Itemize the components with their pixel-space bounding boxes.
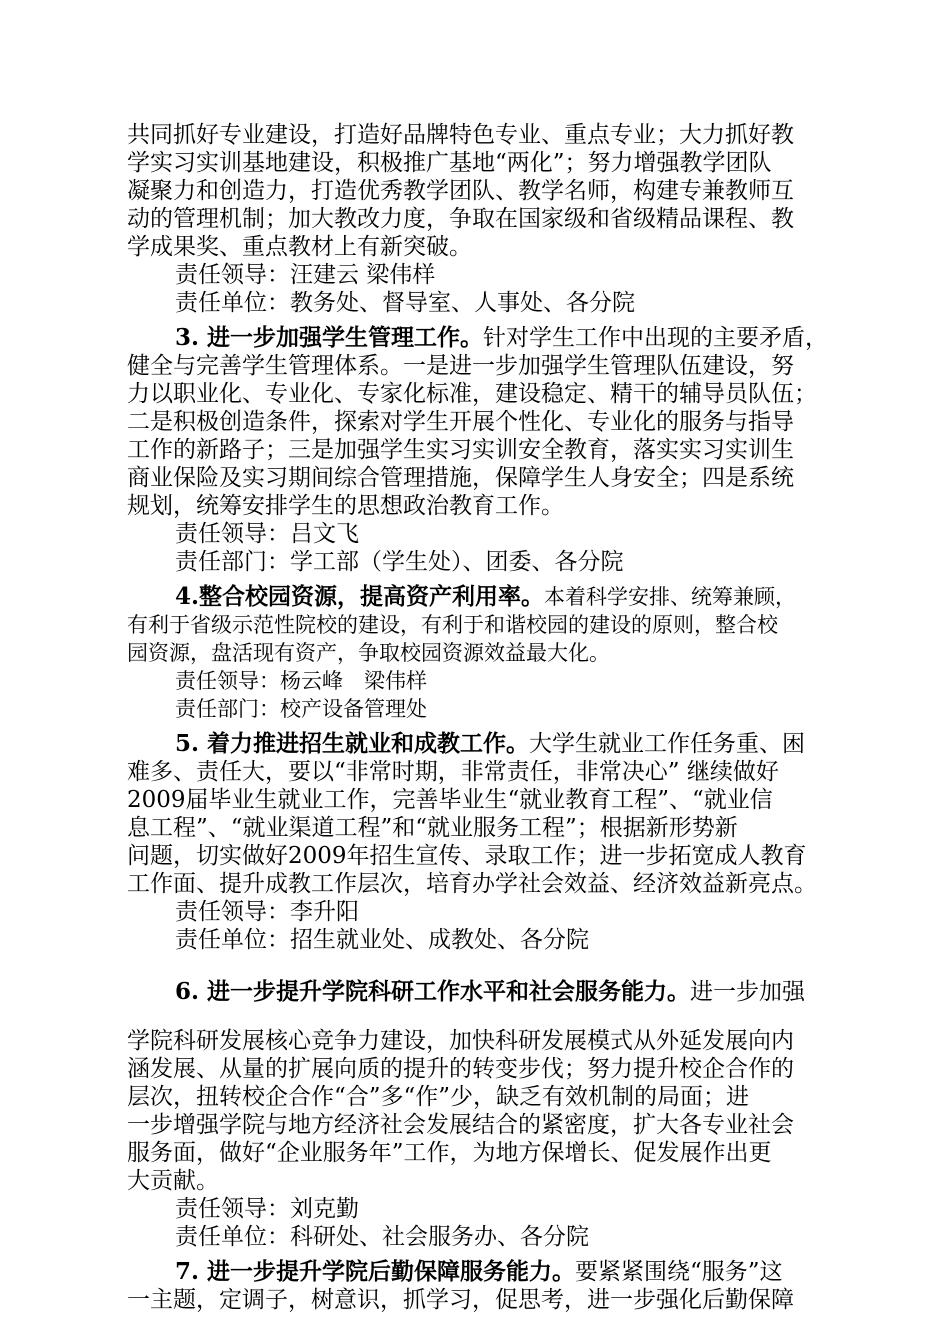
item-7-heading: 7. 进一步提升学院后勤保障服务能力。 (175, 1258, 576, 1285)
item-4-text: 本着科学安排、统筹兼顾， (544, 585, 797, 609)
item-6-text: 进一步加强 (690, 979, 806, 1005)
paragraph-line: 涵发展、从量的扩展向质的提升的转变步伐；努力提升校企合作的 (127, 1056, 794, 1082)
paragraph-line: 动的管理机制；加大教改力度，争取在国家级和省级精品课程、教 (127, 206, 794, 232)
paragraph-line: 一步增强学院与地方经济社会发展结合的紧密度，扩大各专业社会 (127, 1112, 794, 1138)
item-7-first-line (175, 1258, 783, 1286)
paragraph-line: 凝聚力和创造力，打造优秀教学团队、教学名师，构建专兼教师互 (127, 178, 794, 204)
item-6-first-line (175, 978, 805, 1006)
responsible-leader: 责任领导：李升阳 (175, 899, 359, 925)
paragraph-line: 层次，扭转校企合作“合”多“作”少，缺乏有效机制的局面；进 (127, 1084, 750, 1110)
item-6-heading: 6. 进一步提升学院科研工作水平和社会服务能力。 (175, 978, 691, 1005)
responsible-unit: 责任单位：科研处、社会服务办、各分院 (175, 1224, 589, 1250)
paragraph-line: 二是积极创造条件，探索对学生开展个性化、专业化的服务与指导 (127, 409, 794, 435)
paragraph-line: 问题，切实做好2009年招生宣传、录取工作；进一步拓宽成人教育 (127, 843, 807, 869)
paragraph-line: 健全与完善学生管理体系。一是进一步加强学生管理队伍建设，努 (127, 353, 794, 379)
item-3-first-line (175, 324, 828, 352)
paragraph-line: 园资源，盘活现有资产，争取校园资源效益最大化。 (127, 641, 610, 665)
responsible-unit: 责任部门：学工部（学生处）、团委、各分院 (175, 549, 624, 575)
paragraph-line: 规划，统筹安排学生的思想政治教育工作。 (127, 493, 564, 519)
paragraph-line: 学成果奖、重点教材上有新突破。 (127, 234, 472, 260)
responsible-unit: 责任部门：校产设备管理处 (175, 697, 427, 721)
paragraph-line: 力以职业化、专业化、专家化标准，建设稳定、精干的辅导员队伍； (127, 381, 817, 407)
paragraph-line: 工作面、提升成教工作层次，培育办学社会效益、经济效益新亮点。 (127, 871, 817, 897)
paragraph-line: 共同抓好专业建设，打造好品牌特色专业、重点专业；大力抓好教 (127, 122, 794, 148)
paragraph-line: 商业保险及实习期间综合管理措施，保障学生人身安全；四是系统 (127, 465, 794, 491)
responsible-unit: 责任单位：招生就业处、成教处、各分院 (175, 927, 589, 953)
responsible-leader: 责任领导：杨云峰 梁伟样 (175, 669, 427, 693)
paragraph-line: 学实习实训基地建设，积极推广基地“两化”；努力增强教学团队 (127, 150, 772, 176)
item-3-text: 针对学生工作中出现的主要矛盾， (483, 325, 829, 351)
responsible-leader: 责任领导：刘克勤 (175, 1196, 359, 1222)
paragraph-line: 服务面，做好“企业服务年”工作，为地方保增长、促发展作出更 (127, 1140, 772, 1166)
paragraph-line: 一主题，定调子，树意识，抓学习，促思考，进一步强化后勤保障 (127, 1287, 794, 1313)
paragraph-line: 有利于省级示范性院校的建设，有利于和谐校园的建设的原则，整合校 (127, 613, 778, 637)
item-5-text: 大学生就业工作任务重、困 (529, 731, 806, 757)
paragraph-line: 学院科研发展核心竞争力建设，加快科研发展模式从外延发展向内 (127, 1028, 794, 1054)
item-5-first-line (175, 730, 805, 758)
responsible-leader: 责任领导：吕文飞 (175, 521, 359, 547)
paragraph-line: 2009届毕业生就业工作，完善毕业生“就业教育工程”、“就业信 (127, 787, 773, 813)
paragraph-line: 息工程”、“就业渠道工程”和“就业服务工程”；根据新形势新 (127, 815, 738, 841)
item-4-heading: 4.整合校园资源，提高资产利用率。 (175, 583, 545, 610)
item-5-heading: 5. 着力推进招生就业和成教工作。 (175, 730, 530, 757)
responsible-leader: 责任领导：汪建云 梁伟样 (175, 262, 436, 288)
item-7-text: 要紧紧围绕“服务”这 (575, 1259, 783, 1285)
paragraph-line: 难多、责任大，要以“非常时期，非常责任，非常决心” 继续做好 (127, 759, 779, 785)
paragraph-line: 大贡献。 (127, 1168, 219, 1194)
item-3-heading: 3. 进一步加强学生管理工作。 (175, 324, 484, 351)
paragraph-line: 工作的新路子；三是加强学生实习实训安全教育，落实实习实训生 (127, 437, 794, 463)
item-4-first-line (175, 583, 796, 611)
responsible-unit: 责任单位：教务处、督导室、人事处、各分院 (175, 290, 635, 316)
